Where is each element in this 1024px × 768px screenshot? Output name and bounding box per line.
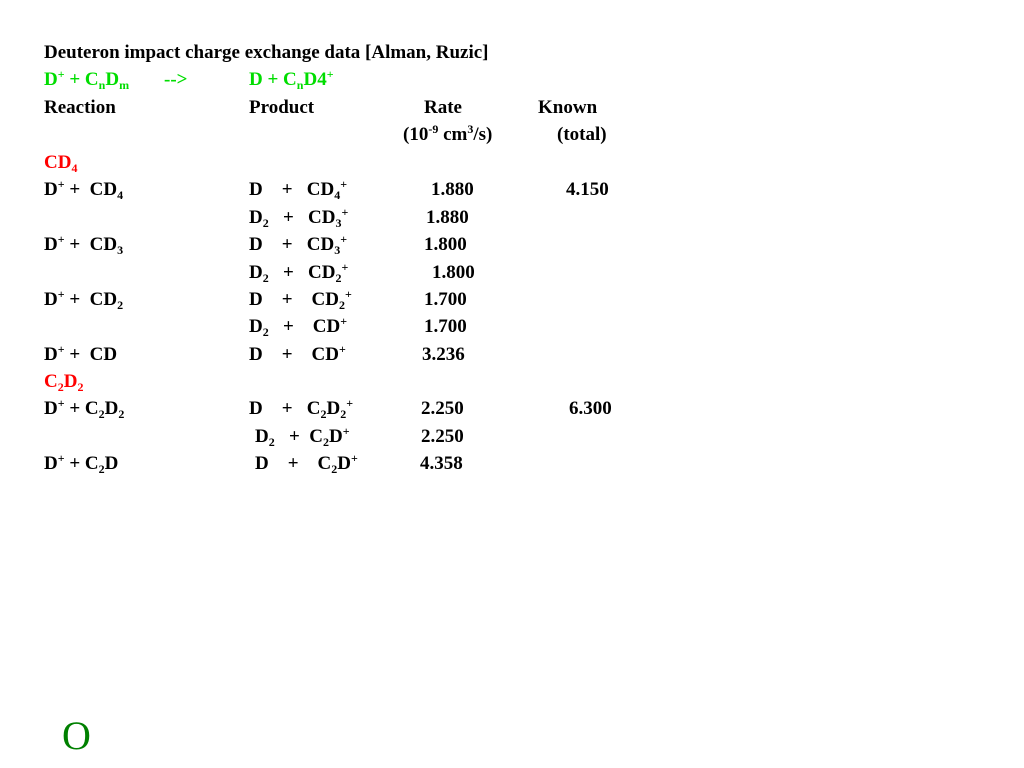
section-heading-c2d2: $C_2D_2$	[44, 371, 84, 394]
product-d-cd3plus: D + $CD_3^+$	[249, 232, 348, 257]
known-value: 6.300	[569, 398, 612, 419]
reaction-d-cd2: $D^+ + CD_2$	[44, 287, 124, 312]
rate-units: ($10^{-9}$ $cm^3/s$)	[403, 122, 493, 145]
product-d2-cd2plus: $D_2 + CD_2^+$	[249, 260, 349, 285]
rate-value: 2.250	[421, 398, 464, 419]
rate-value: 2.250	[421, 426, 464, 447]
rate-value: 1.700	[424, 316, 467, 337]
footer-mark: O	[62, 713, 91, 758]
header-reaction: Reaction	[44, 97, 116, 118]
rate-value: 1.880	[426, 207, 469, 228]
product-d-c2d2plus: D + $C_2D_2^+$	[249, 396, 354, 421]
rate-value: 1.700	[424, 289, 467, 310]
general-reaction-rhs: $D + C_nD4^+$	[249, 67, 334, 92]
rate-value: 4.358	[420, 453, 463, 474]
general-reaction-arrow: -->	[164, 69, 188, 90]
rate-value: 1.800	[424, 234, 467, 255]
reaction-d-cd3: $D^+ + CD_3$	[44, 232, 124, 257]
product-d2-c2dplus: $D_2 + C_2D^+$	[255, 424, 350, 449]
reaction-d-c2d: $D^+ + C_2D$	[44, 451, 119, 476]
known-value: 4.150	[566, 179, 609, 200]
product-d-cd2plus: D + $CD_2^+$	[249, 287, 352, 312]
header-rate: Rate	[424, 97, 462, 118]
product-d2-cdplus: $D_2$ + CD+	[249, 314, 348, 339]
header-known: Known	[538, 97, 598, 118]
reaction-d-cd4: $D^+ + CD_4$	[44, 177, 124, 202]
section-heading-cd4: $CD_4$	[44, 152, 78, 175]
general-reaction-lhs: $D^+ + C_nD_m$	[44, 67, 130, 92]
product-d-cdplus: D + CD+	[249, 342, 346, 365]
reaction-d-c2d2: $D^+ + C_2D_2$	[44, 396, 125, 421]
header-product: Product	[249, 97, 315, 118]
product-d-cd4plus: D + $CD_4^+$	[249, 177, 348, 202]
rate-value: 1.880	[431, 179, 474, 200]
product-d-c2dplus: D + $C_2D^+$	[255, 451, 358, 476]
rate-value: 1.800	[432, 262, 475, 283]
product-d2-cd3plus: $D_2 + CD_3^+$	[249, 205, 349, 230]
rate-value: 3.236	[422, 344, 465, 365]
reaction-d-cd: D+ + CD	[44, 342, 118, 365]
known-units: (total)	[557, 124, 607, 145]
page-title: Deuteron impact charge exchange data [Alman, Ruzic]	[44, 42, 489, 63]
